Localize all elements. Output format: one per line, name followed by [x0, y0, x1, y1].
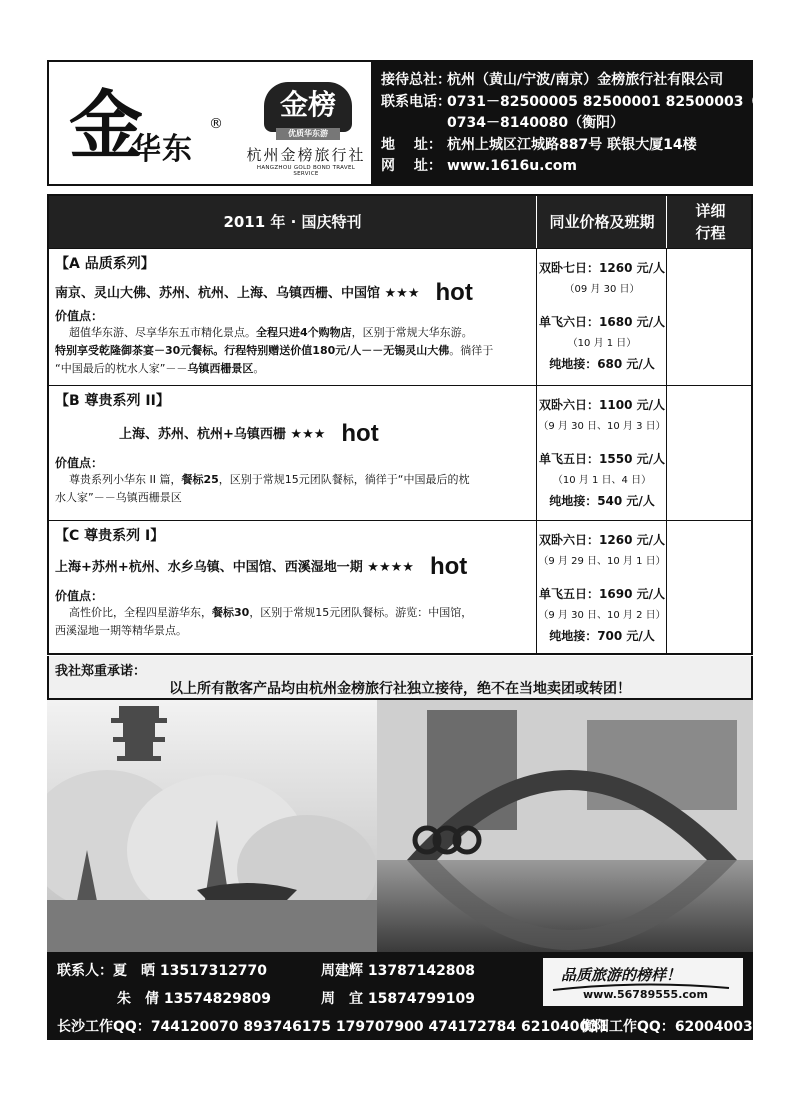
series-a-value-label: 价值点： — [55, 309, 104, 323]
phone-value-2: 0734－8140080（衡阳） — [447, 115, 625, 131]
website-link[interactable]: www.1616u.com — [447, 158, 577, 174]
logo-glyph: 金 — [69, 83, 143, 169]
series-a-desc-1: 超值华东游、尽享华东五市精化景点。 — [69, 326, 256, 339]
contact-label: 联系人： — [57, 963, 113, 979]
series-c-value-label: 价值点： — [55, 589, 104, 603]
series-c-name: 【C 尊贵系列 I】 — [55, 528, 165, 544]
series-a-route-text: 南京、灵山大佛、苏州、杭州、上海、乌镇西栅、中国馆 ★★★ — [55, 286, 420, 301]
logo-area — [51, 64, 371, 184]
qq-hengyang-row — [581, 1016, 762, 1036]
address-value: 杭州上城区江城路887号 联银大厦14楼 — [447, 136, 697, 153]
water-town-icon — [377, 700, 753, 952]
series-b-desc-1b: 餐标25 — [181, 473, 219, 486]
series-a-price-3: 纯地接：680 元/人 — [549, 357, 655, 371]
contact-3-name: 朱 倩 — [117, 991, 159, 1007]
qq-row — [57, 1016, 609, 1036]
address-row — [381, 135, 741, 157]
series-a-desc-3b: 乌镇西栅景区 — [187, 362, 254, 375]
logo-text: 华东 — [131, 132, 193, 167]
phone-value: 0731－82500005 82500001 82500003（F） — [447, 93, 782, 110]
series-a-price-2: 单飞六日：1680 元/人 — [539, 315, 665, 329]
contact-row-1b — [321, 960, 475, 980]
hot-badge: hot — [341, 420, 379, 447]
series-c-desc-1: 高性价比，全程四星游华东， — [69, 606, 212, 619]
series-b-row — [49, 385, 751, 520]
website-row — [381, 156, 741, 178]
qq-hengyang-number: 620040031 — [674, 1019, 763, 1035]
contact-3-phone: 13574829809 — [163, 991, 272, 1007]
series-a-name: 【A 品质系列】 — [55, 256, 155, 272]
contact-2-phone: 13787142808 — [367, 963, 476, 979]
jinbang-badge: 金榜 — [264, 82, 352, 132]
series-c-desc-line2: 西溪湿地一期等精华景点。 — [55, 624, 187, 637]
promise-body: 以上所有散客产品均由杭州金榜旅行社独立接待，绝不在当地卖团或转团！ — [169, 681, 631, 697]
series-c-row — [49, 520, 751, 653]
qq-changsha-label: 长沙工作QQ： — [57, 1019, 151, 1035]
series-b-date-2: （10 月 1 日、4 日） — [552, 475, 652, 486]
brand-slogan: 品质旅游的榜样！ — [561, 966, 682, 984]
jinhuadong-logo — [69, 83, 259, 176]
scenery-photo — [47, 700, 753, 952]
series-c-price-3: 纯地接：700 元/人 — [549, 629, 655, 643]
series-b-desc-line2: 水人家”－－乌镇西栅景区 — [55, 491, 182, 504]
detail-header — [666, 196, 754, 248]
series-c-date-1: （9 月 29 日、10 月 1 日） — [538, 556, 666, 567]
contact-1-phone: 13517312770 — [159, 963, 268, 979]
series-b-detail[interactable] — [666, 386, 754, 520]
jinbang-logo — [246, 78, 366, 182]
series-c-desc-1b: 餐标30 — [212, 606, 250, 619]
detail-header-line1: 详细 — [695, 202, 726, 220]
contact-4-name: 周 宜 — [321, 991, 363, 1007]
series-c-price-2: 单飞五日：1690 元/人 — [539, 587, 665, 601]
series-a-desc-2b: 特别享受乾隆御茶宴－30元餐标。行程特别赠送价值180元/人－－无锡灵山大佛 — [55, 344, 450, 357]
series-c-route — [55, 553, 529, 581]
host-label: 接待总社： — [381, 72, 451, 88]
price-header: 同业价格及班期 — [536, 196, 667, 248]
series-a-price-1: 双卧七日：1260 元/人 — [539, 261, 665, 275]
header — [47, 60, 782, 186]
contact-2-name: 周建辉 — [321, 963, 363, 979]
phone-row — [381, 92, 782, 114]
series-c-price-1: 双卧六日：1260 元/人 — [539, 533, 665, 547]
series-c-desc — [55, 604, 529, 622]
series-b-route-text: 上海、苏州、杭州+乌镇西栅 ★★★ — [119, 427, 326, 442]
contact-1-name: 夏 晒 — [113, 963, 155, 979]
contact-row-2b — [321, 988, 475, 1008]
series-a-desc-line3 — [55, 360, 529, 378]
qq-changsha-numbers: 744120070 893746175 179707900 474172784 621040031 — [150, 1019, 609, 1035]
hot-badge: hot — [429, 553, 468, 580]
address-label: 地 址： — [381, 136, 442, 153]
contact-row-1 — [57, 960, 267, 980]
promise-title: 我社郑重承诺： — [55, 664, 147, 679]
series-a-desc-line2 — [55, 342, 529, 360]
series-b-price-1: 双卧六日：1100 元/人 — [539, 398, 665, 412]
jinbang-cn-name: 杭州金榜旅行社 — [246, 146, 366, 164]
hot-badge: hot — [435, 279, 473, 306]
registered-mark: ® — [209, 116, 223, 132]
series-b-desc — [55, 471, 529, 489]
contact-4-phone: 15874799109 — [367, 991, 476, 1007]
phone-label: 联系电话： — [381, 93, 451, 110]
phone-row-2 — [381, 113, 741, 135]
series-b-route — [55, 420, 529, 448]
series-b-name: 【B 尊贵系列 II】 — [55, 393, 170, 409]
series-c-detail[interactable] — [666, 521, 754, 653]
series-c-date-2: （9 月 30 日、10 月 2 日） — [538, 610, 666, 621]
series-a-row — [49, 248, 751, 385]
issue-title: 2011 年 · 国庆特刊 — [223, 213, 362, 231]
detail-header-line2: 行程 — [695, 224, 726, 242]
jinbang-ribbon: 优质华东游 — [276, 128, 340, 140]
company-info — [371, 62, 782, 184]
series-a-desc — [55, 324, 529, 342]
qq-hengyang-label: 衡阳工作QQ： — [581, 1019, 675, 1035]
brand-slogan-box — [543, 958, 743, 1006]
host-row — [381, 70, 741, 92]
series-a-desc-2c: 。徜徉于 — [449, 344, 494, 357]
jinbang-en-name: HANGZHOU GOLD BOND TRAVEL SERVICE — [256, 165, 356, 177]
series-a-route — [55, 279, 529, 307]
scenery-illustration — [47, 700, 753, 952]
series-b-price-2: 单飞五日：1550 元/人 — [539, 452, 665, 466]
series-a-content — [49, 249, 535, 385]
series-c-desc-1c: ，区别于常规15元团队餐标。游览：中国馆， — [249, 606, 473, 619]
series-c-route-text: 上海+苏州+杭州、水乡乌镇、中国馆、西溪湿地一期 ★★★★ — [55, 560, 414, 575]
series-a-desc-3: “中国最后的枕水人家”－－ — [55, 362, 188, 375]
series-c-prices — [536, 521, 667, 653]
series-a-prices — [536, 249, 667, 385]
promise-banner — [47, 656, 753, 700]
series-b-date-1: （9 月 30 日、10 月 3 日） — [538, 421, 666, 432]
series-b-desc-1: 尊贵系列小华东 II 篇， — [69, 473, 182, 486]
series-b-value-label: 价值点： — [55, 456, 104, 470]
series-b-price-3: 纯地接：540 元/人 — [549, 494, 655, 508]
contact-row-2 — [117, 988, 271, 1008]
series-b-content — [49, 386, 535, 520]
series-b-desc-1c: ，区别于常规15元团队餐标，徜徉于“中国最后的枕 — [218, 473, 470, 486]
host-value: 杭州（黄山/宁波/南京）金榜旅行社有限公司 — [447, 72, 724, 88]
series-a-date-1: （09 月 30 日） — [564, 284, 640, 295]
footer — [47, 952, 763, 1040]
series-b-prices — [536, 386, 667, 520]
brand-url[interactable]: www.56789555.com — [583, 988, 708, 1001]
series-a-desc-3c: 。 — [253, 362, 265, 375]
product-table — [47, 194, 753, 655]
series-c-content — [49, 521, 535, 653]
series-a-date-2: （10 月 1 日） — [567, 338, 637, 349]
series-a-desc-1b: 全程只进4个购物店 — [256, 326, 352, 339]
website-label: 网 址： — [381, 158, 442, 174]
series-a-detail[interactable] — [666, 249, 754, 385]
series-a-desc-1c: ，区别于常规大华东游。 — [351, 326, 473, 339]
table-header — [49, 196, 751, 248]
